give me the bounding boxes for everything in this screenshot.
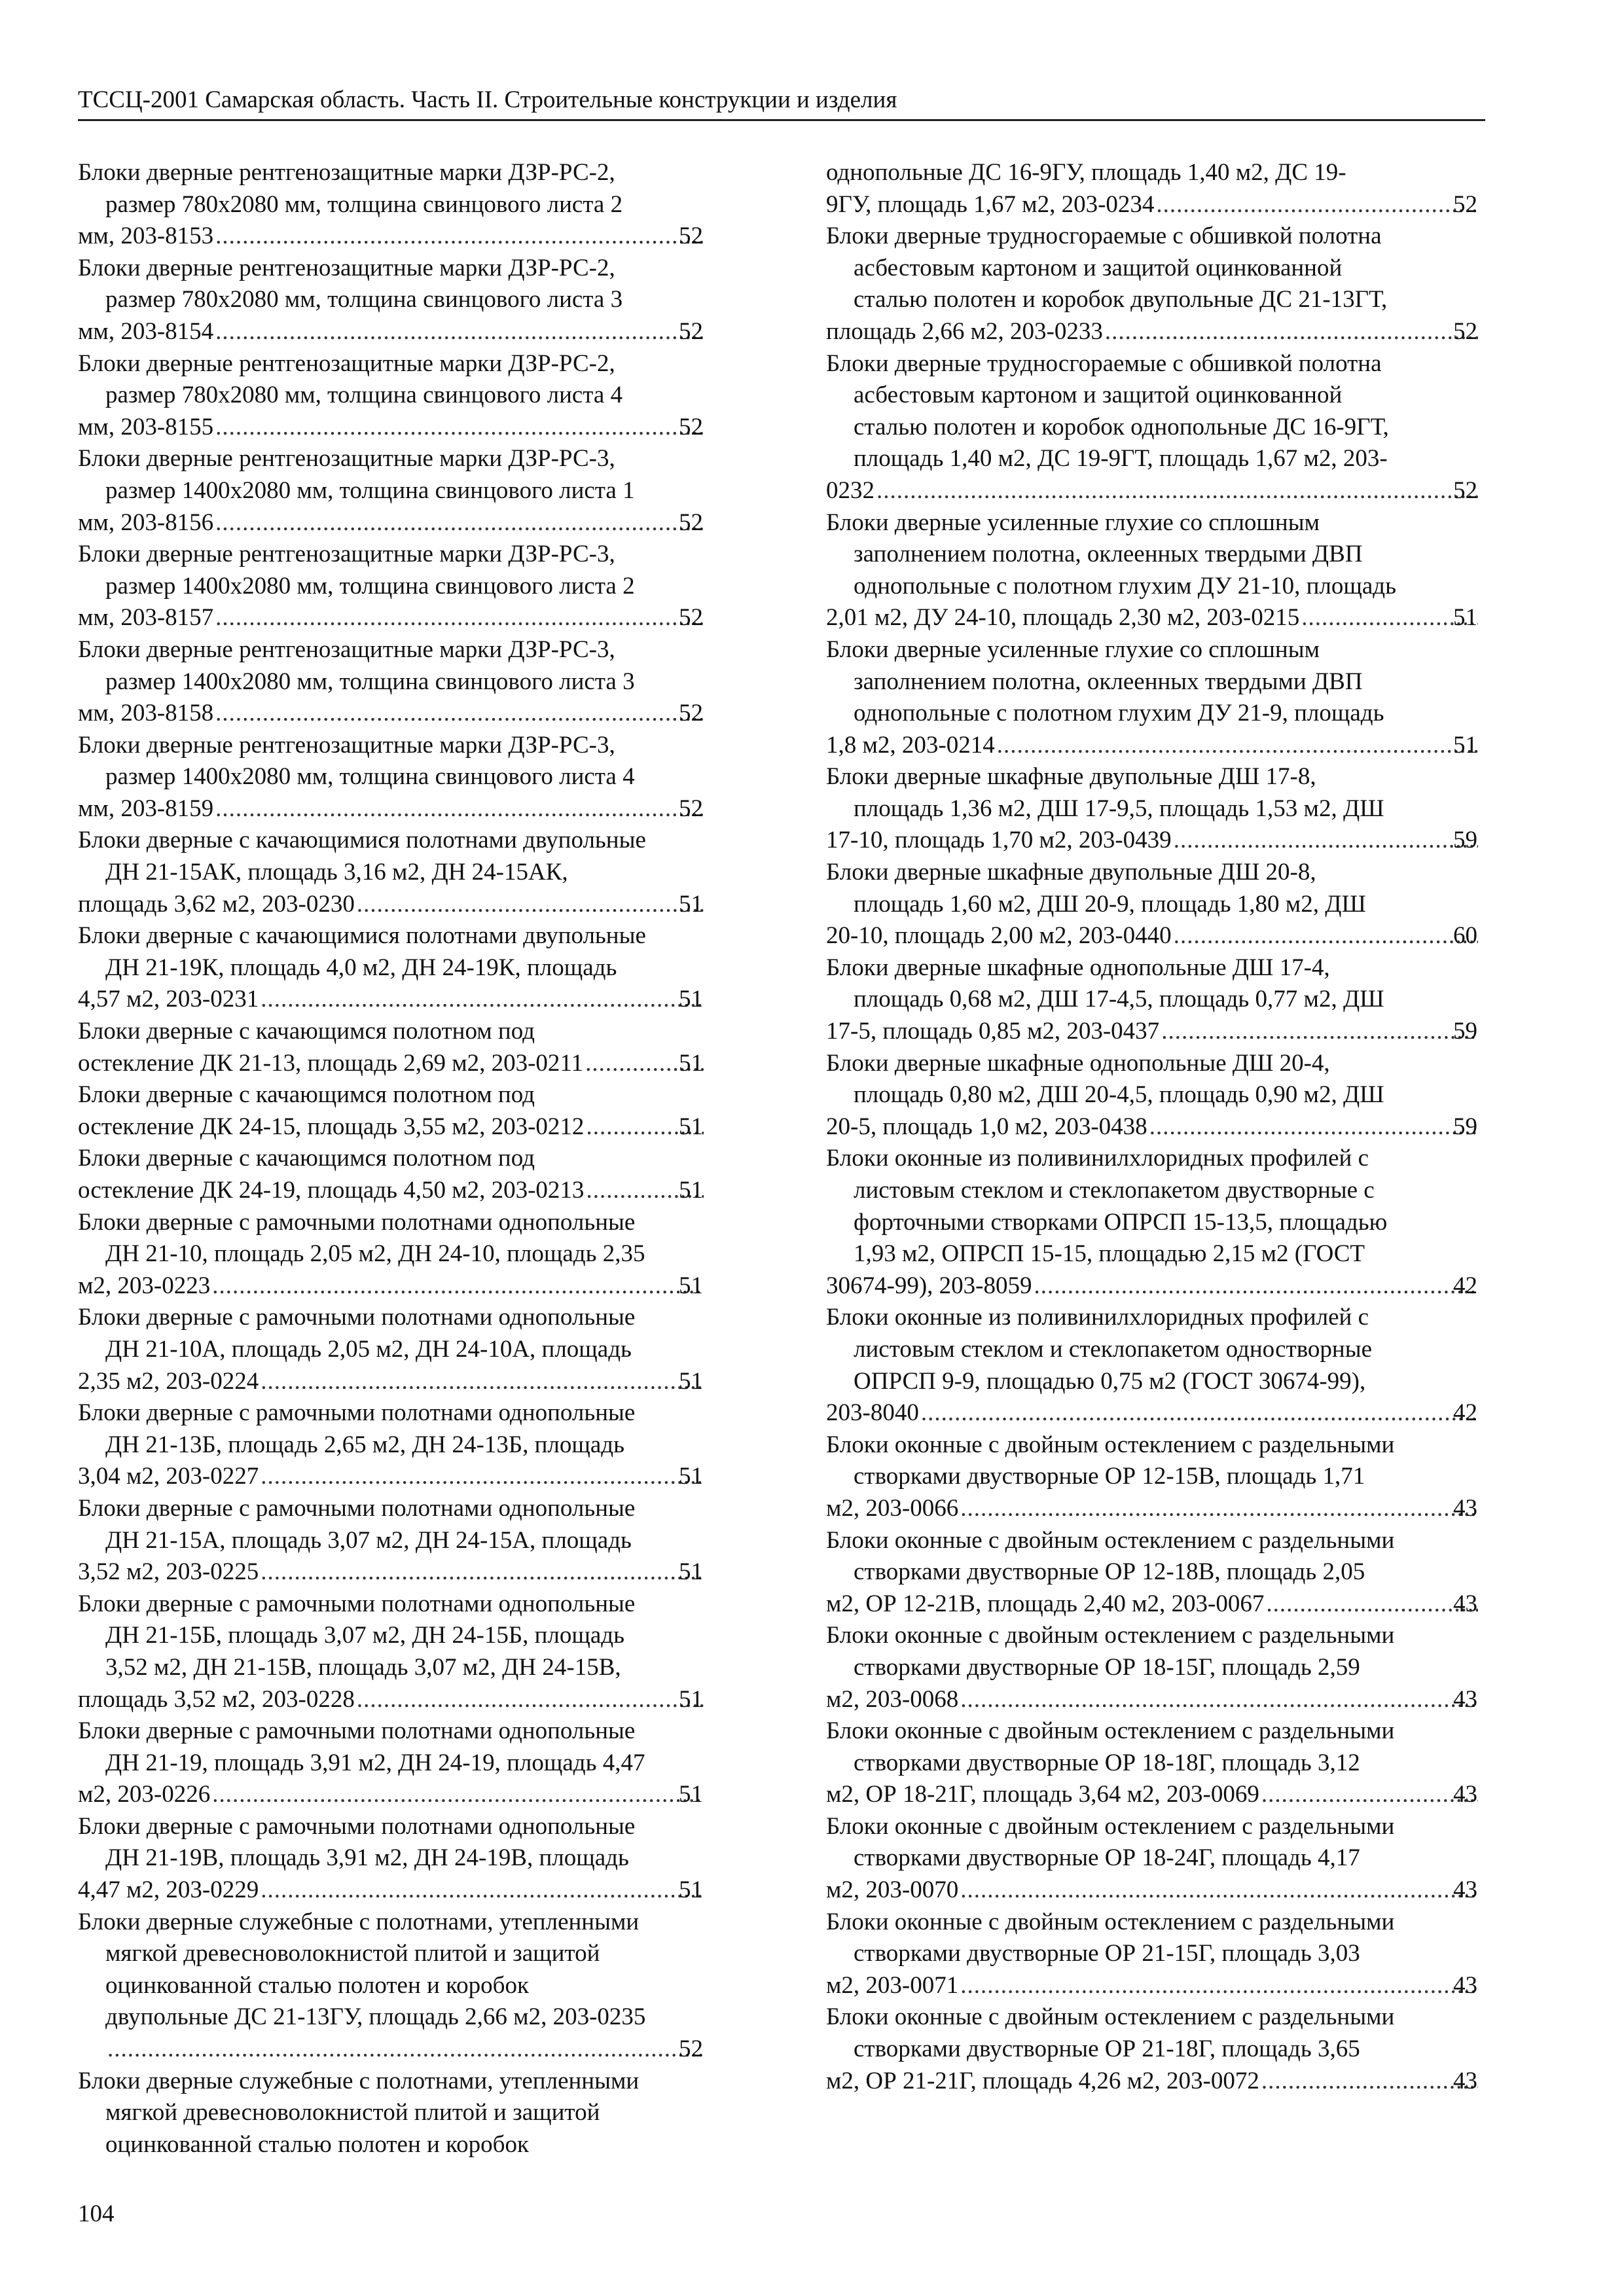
index-entry — [78, 825, 706, 920]
index-entry-text: Блоки оконные с двойным остеклением с раздельными створками двустворные ОР 18-15Г, площадь 2,59 — [826, 1622, 1395, 1681]
index-entry — [826, 952, 1481, 1048]
index-entry-text: Блоки оконные с двойным остеклением с раздельными створками двустворные ОР 12-18В, площадь 2,05 — [826, 1526, 1395, 1586]
running-header: ТССЦ-2001 Самарская область. Часть II. Строительные конструкции и изделия — [78, 86, 897, 113]
dot-leader — [1174, 920, 1478, 952]
index-entry-leader-line: 17-5, площадь 0,85 м2, 203-0437 ..... 59 — [854, 1016, 1481, 1048]
dot-leader — [961, 1493, 1478, 1525]
index-entry — [78, 253, 706, 348]
index-entry-last-line: 20-10, площадь 2,00 м2, 203-0440 — [826, 922, 1172, 950]
index-entry-text: Блоки дверные трудносгораемые с обшивкой полотна асбестовым картоном и защитой оцинкованной сталью полотен и коробок однопольные ДС 16-9ГТ, площадь 1,40 м2, ДС 19-9ГТ, площадь 1,67 м2, 203- — [826, 350, 1389, 473]
index-entry-last-line: остекление ДК 24-19, площадь 4,50 м2, 203-0213 — [78, 1177, 585, 1204]
index-entry-text: Блоки дверные усиленные глухие со сплошным заполнением полотна, оклеенных твердыми ДВП однопольные с полотном глухим ДУ 21-10, площадь — [826, 509, 1396, 600]
index-entry-leader-line: 2,01 м2, ДУ 24-10, площадь 2,30 м2, 203-0215 ..... 51 — [854, 602, 1481, 634]
index-entry — [826, 1143, 1481, 1302]
index-entry-last-line: остекление ДК 24-15, площадь 3,55 м2, 203-0212 — [78, 1113, 585, 1140]
dot-leader — [216, 793, 704, 825]
index-entry-last-line: мм, 203-8159 — [78, 795, 214, 822]
dot-leader — [261, 984, 704, 1016]
header-divider — [78, 119, 1485, 121]
index-entry-last-line: м2, 203-0071 — [826, 1971, 959, 1999]
index-entry — [826, 761, 1481, 857]
dot-leader — [1162, 1016, 1478, 1048]
index-entry-text: Блоки дверные служебные с полотнами, утепленными мягкой древесноволокнистой плитой и защитой оцинкованной сталью полотен и коробок — [78, 2067, 640, 2158]
index-entry — [78, 1207, 706, 1302]
index-entry — [826, 857, 1481, 952]
dot-leader — [108, 2034, 704, 2066]
index-entry — [78, 1079, 706, 1143]
index-entry-last-line: м2, 203-0068 — [826, 1685, 959, 1713]
index-entry — [826, 1302, 1481, 1429]
index-entry-text: Блоки дверные с рамочными полотнами однопольные ДН 21-10А, площадь 2,05 м2, ДН 24-10А, площадь — [78, 1304, 636, 1363]
index-entry-leader-line: площадь 3,52 м2, 203-0228 ..... 51 — [105, 1684, 706, 1716]
index-entry-text: Блоки дверные с качающимися полотнами двупольные ДН 21-19К, площадь 4,0 м2, ДН 24-19К, площадь — [78, 922, 646, 981]
index-entry-text: Блоки оконные из поливинилхлоридных профилей с листовым стеклом и стеклопакетом двустворные с форточными створками ОПРСП 15-13,5, площадью 1,93 м2, ОПРСП 15-15, площадью 2,15 м2 (ГОСТ — [826, 1145, 1388, 1268]
index-entry-leader-line: м2, ОР 18-21Г, площадь 3,64 м2, 203-0069 ..... 43 — [854, 1779, 1481, 1811]
index-entry — [826, 1525, 1481, 1621]
index-entry-last-line: м2, 203-0066 — [826, 1494, 959, 1522]
index-entry-leader-line: м2, 203-0068 ..... 43 — [854, 1684, 1481, 1716]
dot-leader — [961, 1684, 1478, 1716]
index-entry-last-line: 9ГУ, площадь 1,67 м2, 203-0234 — [826, 190, 1155, 218]
dot-leader — [216, 412, 704, 444]
index-entry-last-line: 1,8 м2, 203-0214 — [826, 731, 995, 759]
index-entry — [78, 2066, 706, 2161]
dot-leader — [1262, 2066, 1478, 2098]
index-entry — [78, 157, 706, 253]
dot-leader — [1174, 825, 1478, 857]
index-entry — [78, 1302, 706, 1397]
dot-leader — [261, 1461, 704, 1493]
index-column-left — [78, 157, 706, 2161]
index-entry-leader-line: мм, 203-8156 ..... 52 — [105, 507, 706, 539]
index-entry-leader-line: м2, ОР 21-21Г, площадь 4,26 м2, 203-0072 ..... 43 — [854, 2066, 1481, 2098]
index-entry — [78, 1397, 706, 1493]
index-entry-text: Блоки дверные с качающимся полотном под — [78, 1145, 535, 1172]
dot-leader — [261, 1874, 704, 1907]
index-entry-leader-line: ..... 52 — [105, 2034, 706, 2066]
index-entry-leader-line: 9ГУ, площадь 1,67 м2, 203-0234 ..... 52 — [854, 189, 1481, 221]
index-entry — [826, 1429, 1481, 1525]
index-entry-leader-line: м2, ОР 12-21В, площадь 2,40 м2, 203-0067 ..... 43 — [854, 1588, 1481, 1621]
index-entry-leader-line: м2, 203-0070 ..... 43 — [854, 1874, 1481, 1907]
index-entry-last-line: мм, 203-8154 — [78, 317, 214, 345]
index-entry-text: Блоки оконные с двойным остеклением с раздельными створками двустворные ОР 21-18Г, площадь 3,65 — [826, 2003, 1395, 2063]
index-entry-last-line: 17-5, площадь 0,85 м2, 203-0437 — [826, 1018, 1160, 1045]
dot-leader — [877, 475, 1478, 507]
index-entry-leader-line: 203-8040 ..... 42 — [854, 1397, 1481, 1429]
index-entry-last-line: остекление ДК 21-13, площадь 2,69 м2, 203-0211 — [78, 1049, 584, 1077]
index-entry — [78, 1715, 706, 1811]
index-entry — [78, 730, 706, 825]
index-entry-last-line: 203-8040 — [826, 1399, 919, 1427]
index-entry-last-line: 2,01 м2, ДУ 24-10, площадь 2,30 м2, 203-0215 — [826, 604, 1300, 632]
index-entry-last-line: мм, 203-8156 — [78, 509, 214, 536]
index-entry-text: Блоки оконные с двойным остеклением с раздельными створками двустворные ОР 21-15Г, площадь 3,03 — [826, 1908, 1395, 1967]
index-entry-leader-line: 1,8 м2, 203-0214 ..... 51 — [854, 730, 1481, 762]
index-entry — [826, 507, 1481, 634]
index-entry-text: Блоки дверные рентгенозащитные марки ДЗР-РС-2, размер 780х2080 мм, толщина свинцового листа 3 — [78, 254, 623, 314]
index-entry-text: Блоки оконные с двойным остеклением с раздельными створками двустворные ОР 18-18Г, площадь 3,12 — [826, 1717, 1395, 1776]
index-entry-last-line: 3,04 м2, 203-0227 — [78, 1463, 259, 1490]
index-entry — [78, 1016, 706, 1079]
dot-leader — [357, 1684, 704, 1716]
index-entry-last-line: м2, 203-0223 — [78, 1272, 211, 1299]
index-entry-last-line: мм, 203-8153 — [78, 223, 214, 250]
index-entry-leader-line: остекление ДК 24-15, площадь 3,55 м2, 203-0212 ..... 51 — [105, 1111, 706, 1143]
dot-leader — [1157, 189, 1478, 221]
index-entry-leader-line: м2, 203-0071 ..... 43 — [854, 1970, 1481, 2002]
index-entry-last-line: 20-5, площадь 1,0 м2, 203-0438 — [826, 1113, 1147, 1140]
index-entry-text: однопольные ДС 16-9ГУ, площадь 1,40 м2, ДС 19- — [826, 159, 1346, 186]
index-entry-text: Блоки оконные из поливинилхлоридных профилей с листовым стеклом и стеклопакетом одностворные ОПРСП 9-9, площадью 0,75 м2 (ГОСТ 30674-99), — [826, 1304, 1372, 1395]
index-entry-leader-line: м2, 203-0066 ..... 43 — [854, 1493, 1481, 1525]
dot-leader — [1150, 1111, 1478, 1143]
index-entry-text: Блоки оконные с двойным остеклением с раздельными створками двустворные ОР 18-24Г, площадь 4,17 — [826, 1812, 1395, 1872]
index-entry — [78, 1811, 706, 1907]
index-entry-leader-line: 2,35 м2, 203-0224 ..... 51 — [105, 1366, 706, 1398]
index-entry — [826, 1620, 1481, 1715]
index-entry-leader-line: мм, 203-8157 ..... 52 — [105, 602, 706, 634]
dot-leader — [922, 1397, 1478, 1429]
index-entry-text: Блоки дверные с рамочными полотнами однопольные ДН 21-13Б, площадь 2,65 м2, ДН 24-13Б, площадь — [78, 1399, 636, 1458]
index-entry — [78, 539, 706, 634]
index-entry — [826, 1715, 1481, 1811]
index-entry-leader-line: мм, 203-8153 ..... 52 — [105, 221, 706, 253]
dot-leader — [216, 316, 704, 348]
dot-leader — [261, 1366, 704, 1398]
index-entry-leader-line: мм, 203-8159 ..... 52 — [105, 793, 706, 825]
dot-leader — [213, 1779, 704, 1811]
index-entry-leader-line: остекление ДК 21-13, площадь 2,69 м2, 203-0211 ..... 51 — [105, 1048, 706, 1080]
index-entry — [78, 443, 706, 539]
index-entry-last-line: мм, 203-8157 — [78, 604, 214, 632]
index-entry-text: Блоки дверные с рамочными полотнами однопольные ДН 21-19В, площадь 3,91 м2, ДН 24-19В, площадь — [78, 1812, 636, 1872]
dot-leader — [357, 889, 704, 921]
index-entry-text: Блоки дверные рентгенозащитные марки ДЗР-РС-3, размер 1400х2080 мм, толщина свинцового листа 2 — [78, 541, 635, 600]
dot-leader — [216, 507, 704, 539]
index-entry-text: Блоки дверные шкафные двупольные ДШ 20-8, площадь 1,60 м2, ДШ 20-9, площадь 1,80 м2, ДШ — [826, 859, 1366, 918]
index-column-right — [826, 157, 1481, 2097]
dot-leader — [1267, 1588, 1478, 1621]
index-entry-last-line: 30674-99), 203-8059 — [826, 1272, 1032, 1299]
index-entry-text: Блоки дверные рентгенозащитные марки ДЗР-РС-2, размер 780х2080 мм, толщина свинцового листа 2 — [78, 159, 623, 218]
index-entry-text: Блоки дверные рентгенозащитные марки ДЗР-РС-2, размер 780х2080 мм, толщина свинцового листа 4 — [78, 350, 623, 409]
index-entry — [826, 634, 1481, 761]
index-entry — [826, 157, 1481, 221]
dot-leader — [216, 221, 704, 253]
index-entry — [78, 1907, 706, 2066]
index-entry-text: Блоки дверные служебные с полотнами, утепленными мягкой древесноволокнистой плитой и защитой оцинкованной сталью полотен и коробок двупольные ДС 21-13ГУ, площадь 2,66 м2, 203-0235 — [78, 1908, 646, 2031]
index-entry-text: Блоки дверные с рамочными полотнами однопольные ДН 21-15Б, площадь 3,07 м2, ДН 24-15Б, площадь 3,52 м2, ДН 21-15В, площадь 3,07 м2, ДН 24-15В, — [78, 1590, 636, 1681]
index-entry-text: Блоки дверные усиленные глухие со сплошным заполнением полотна, оклеенных твердыми ДВП однопольные с полотном глухим ДУ 21-9, площадь — [826, 636, 1384, 727]
index-entry-leader-line: 0232 ..... 52 — [854, 475, 1481, 507]
index-entry — [826, 348, 1481, 507]
index-entry — [826, 2001, 1481, 2097]
index-entry-last-line: 0232 — [826, 476, 875, 504]
index-entry-last-line: 4,47 м2, 203-0229 — [78, 1876, 259, 1904]
dot-leader — [1034, 1270, 1478, 1302]
index-entry-leader-line: площадь 2,66 м2, 203-0233 ..... 52 — [854, 316, 1481, 348]
index-entry-last-line: площадь 2,66 м2, 203-0233 — [826, 317, 1103, 345]
index-entry-text: Блоки дверные рентгенозащитные марки ДЗР-РС-3, размер 1400х2080 мм, толщина свинцового листа 4 — [78, 731, 635, 791]
index-entry-last-line: площадь 3,62 м2, 203-0230 — [78, 890, 355, 918]
index-entry — [78, 1588, 706, 1715]
index-entry — [826, 1907, 1481, 2002]
dot-leader — [1106, 316, 1478, 348]
index-entry-last-line: м2, ОР 18-21Г, площадь 3,64 м2, 203-0069 — [826, 1781, 1259, 1808]
index-entry-last-line: м2, ОР 21-21Г, площадь 4,26 м2, 203-0072 — [826, 2067, 1259, 2094]
index-entry-text: Блоки дверные рентгенозащитные марки ДЗР-РС-3, размер 1400х2080 мм, толщина свинцового листа 1 — [78, 445, 635, 504]
index-entry-last-line: м2, 203-0070 — [826, 1876, 959, 1904]
index-entry-last-line: мм, 203-8158 — [78, 700, 214, 727]
index-entry-text: Блоки оконные с двойным остеклением с раздельными створками двустворные ОР 12-15В, площадь 1,71 — [826, 1431, 1395, 1490]
index-entry-last-line: площадь 3,52 м2, 203-0228 — [78, 1685, 355, 1713]
dot-leader — [213, 1270, 704, 1302]
index-entry-leader-line: мм, 203-8158 ..... 52 — [105, 698, 706, 730]
index-entry-text: Блоки дверные рентгенозащитные марки ДЗР-РС-3, размер 1400х2080 мм, толщина свинцового листа 3 — [78, 636, 635, 695]
index-entry-leader-line: 3,52 м2, 203-0225 ..... 51 — [105, 1556, 706, 1588]
index-entry-last-line: 3,52 м2, 203-0225 — [78, 1558, 259, 1586]
index-entry-leader-line: 20-10, площадь 2,00 м2, 203-0440 ..... 60 — [854, 920, 1481, 952]
index-entry-text: Блоки дверные с качающимся полотном под — [78, 1018, 535, 1045]
index-entry-text: Блоки дверные шкафные двупольные ДШ 17-8, площадь 1,36 м2, ДШ 17-9,5, площадь 1,53 м2, ДШ — [826, 763, 1384, 822]
dot-leader — [216, 698, 704, 730]
dot-leader — [1302, 602, 1478, 634]
index-entry-leader-line: 30674-99), 203-8059 ..... 42 — [854, 1270, 1481, 1302]
index-entry-last-line: 17-10, площадь 1,70 м2, 203-0439 — [826, 827, 1172, 854]
dot-leader — [1262, 1779, 1478, 1811]
index-entry — [78, 1143, 706, 1206]
index-entry-last-line: мм, 203-8155 — [78, 413, 214, 440]
index-entry-text: Блоки дверные с качающимся полотном под — [78, 1081, 535, 1109]
index-entry-leader-line: остекление ДК 24-19, площадь 4,50 м2, 203-0213 ..... 51 — [105, 1175, 706, 1207]
index-entry-text: Блоки дверные трудносгораемые с обшивкой полотна асбестовым картоном и защитой оцинкованной сталью полотен и коробок двупольные ДС 21-13ГТ, — [826, 223, 1388, 314]
index-entry-leader-line: 4,47 м2, 203-0229 ..... 51 — [105, 1874, 706, 1907]
index-entry-text: Блоки дверные с рамочными полотнами однопольные ДН 21-10, площадь 2,05 м2, ДН 24-10, площадь 2,35 — [78, 1208, 645, 1268]
index-entry — [826, 1811, 1481, 1907]
index-entry — [78, 348, 706, 444]
index-entry-leader-line: мм, 203-8154 ..... 52 — [105, 316, 706, 348]
index-entry-leader-line: 4,57 м2, 203-0231 ..... 51 — [105, 984, 706, 1016]
page-number: 104 — [78, 2200, 115, 2227]
index-entry-leader-line: 17-10, площадь 1,70 м2, 203-0439 ..... 59 — [854, 825, 1481, 857]
index-entry-last-line: м2, ОР 12-21В, площадь 2,40 м2, 203-0067 — [826, 1590, 1265, 1617]
index-entry-text: Блоки дверные шкафные однопольные ДШ 17-4, площадь 0,68 м2, ДШ 17-4,5, площадь 0,77 м2, ДШ — [826, 954, 1384, 1013]
dot-leader — [998, 730, 1478, 762]
index-entry-last-line: м2, 203-0226 — [78, 1781, 211, 1808]
index-entry — [78, 1493, 706, 1588]
index-entry-text: Блоки дверные с рамочными полотнами однопольные ДН 21-15А, площадь 3,07 м2, ДН 24-15А, площадь — [78, 1494, 636, 1554]
index-entry-leader-line: 3,04 м2, 203-0227 ..... 51 — [105, 1461, 706, 1493]
index-entry-last-line: 4,57 м2, 203-0231 — [78, 986, 259, 1013]
index-entry-leader-line: мм, 203-8155 ..... 52 — [105, 412, 706, 444]
index-entry-leader-line: м2, 203-0223 ..... 51 — [105, 1270, 706, 1302]
index-entry — [826, 1048, 1481, 1143]
index-entry-text: Блоки дверные с качающимися полотнами двупольные ДН 21-15АК, площадь 3,16 м2, ДН 24-15АК, — [78, 827, 646, 886]
index-entry-leader-line: м2, 203-0226 ..... 51 — [105, 1779, 706, 1811]
index-entry-leader-line: площадь 3,62 м2, 203-0230 ..... 51 — [105, 889, 706, 921]
index-entry — [78, 634, 706, 730]
dot-leader — [961, 1874, 1478, 1907]
dot-leader — [961, 1970, 1478, 2002]
index-entry-text: Блоки дверные с рамочными полотнами однопольные ДН 21-19, площадь 3,91 м2, ДН 24-19, площадь 4,47 — [78, 1717, 645, 1776]
index-entry-last-line: 2,35 м2, 203-0224 — [78, 1367, 259, 1395]
index-entry — [78, 920, 706, 1016]
dot-leader — [261, 1556, 704, 1588]
index-entry — [826, 221, 1481, 348]
index-entry-leader-line: 20-5, площадь 1,0 м2, 203-0438 ..... 59 — [854, 1111, 1481, 1143]
dot-leader — [216, 602, 704, 634]
index-entry-text: Блоки дверные шкафные однопольные ДШ 20-4, площадь 0,80 м2, ДШ 20-4,5, площадь 0,90 м2, ДШ — [826, 1049, 1384, 1109]
